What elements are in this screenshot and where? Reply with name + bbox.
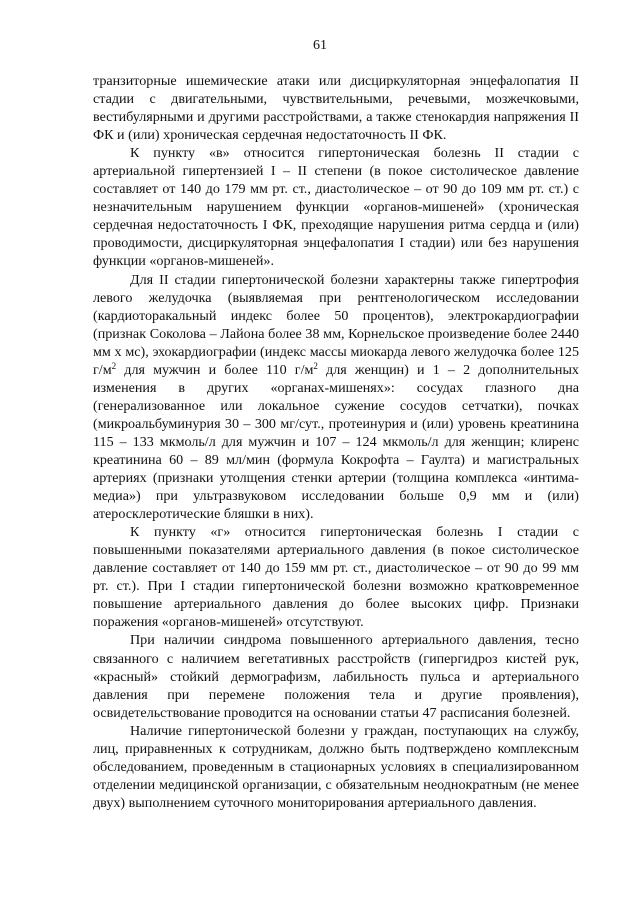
page-number: 61 — [313, 38, 327, 53]
paragraph-vegetative-syndrome: При наличии синдрома повышенного артериального давления, тесно связанного с наличием вегетативных расстройств (гипергидроз кистей рук, «красный» стойкий дермографизм, лабильность пульса и артериального давления при перемене положения тела и другие проявления), освидетельствование проводится на основании статьи 47 расписания болезней. — [93, 632, 579, 721]
paragraph-stage-ii-criteria — [93, 271, 579, 524]
paragraph-item-v: К пункту «в» относится гипертоническая болезнь II стадии с артериальной гипертензией I – II степени (в покое систолическое давление составляет от 140 до 179 мм рт. ст., диастолическое – от 90 до 109 мм рт. ст.) с незначительным нарушением функции «органов-мишеней» (хроническая сердечная недостаточность I ФК, преходящие нарушения ритма сердца и (или) проводимости, дисциркуляторная энцефалопатия I стадии) или без нарушения функции «органов-мишеней». — [93, 145, 579, 270]
paragraph-item-g: К пункту «г» относится гипертоническая болезнь I стадии с повышенными показателями артериального давления (в покое систолическое давление составляет от 140 до 159 мм рт. ст., диастолическое – от 90 до 99 мм рт. ст.). При I стадии гипертонической болезни возможно кратковременное повышение артериального давления до более высоких цифр. Признаки поражения «органов-мишеней» отсутствуют. — [93, 524, 579, 631]
paragraph-examination-requirement: Наличие гипертонической болезни у граждан, поступающих на службу, лиц, приравненных к сотрудникам, должно быть подтверждено комплексным обследованием, проведенным в стационарных условиях в специализированном отделении медицинской организации, с обязательным неоднократным (не менее двух) выполнением суточного мониторирования артериального давления. — [93, 722, 579, 811]
superscript-square: 2 — [111, 360, 117, 371]
document-body — [93, 72, 579, 812]
paragraph-text-part: для женщин) и 1 – 2 дополнительных изменения в других «органах-мишенях»: сосудах глазного дна (генерализованное или локальное сужение сосудов сетчатки), почках (микроальбуминурия 30 – 300 мг/сут., протеинурия и (или) уровень креатинина 115 – 133 мкмоль/л для мужчин и 107 – 124 мкмоль/л для женщин; клиренс креатинина 60 – 89 мл/мин (формула Кокрофта – Гаулта) и магистральных артериях (признаки утолщения стенки артерии (толщина комплекса «интима-медиа») при ультразвуковом исследовании больше 0,9 мм и (или) атеросклеротические бляшки в них). — [93, 361, 579, 523]
superscript-square: 2 — [313, 360, 318, 371]
paragraph-text-part: Для II стадии гипертонической болезни характерны также гипертрофия левого желудочка (выявляемая при рентгенологическом исследовании (кардиоторакальный индекс более 50 процентов), электрокардиографии (признак Соколова – Лайона более 38 мм, Корнельское произведение более 2440 мм х мс), эхокардиографии (индекс массы миокарда левого желудочка более 125 г/м — [93, 271, 579, 378]
paragraph-continuation: транзиторные ишемические атаки или дисциркуляторная энцефалопатия II стадии с двигательными, чувствительными, речевыми, мозжечковыми, вестибулярными и другими расстройствами, а также стенокардия напряжения II ФК и (или) хроническая сердечная недостаточность II ФК. — [93, 73, 579, 144]
paragraph-text-part: для мужчин и более 110 г/м — [116, 361, 314, 378]
